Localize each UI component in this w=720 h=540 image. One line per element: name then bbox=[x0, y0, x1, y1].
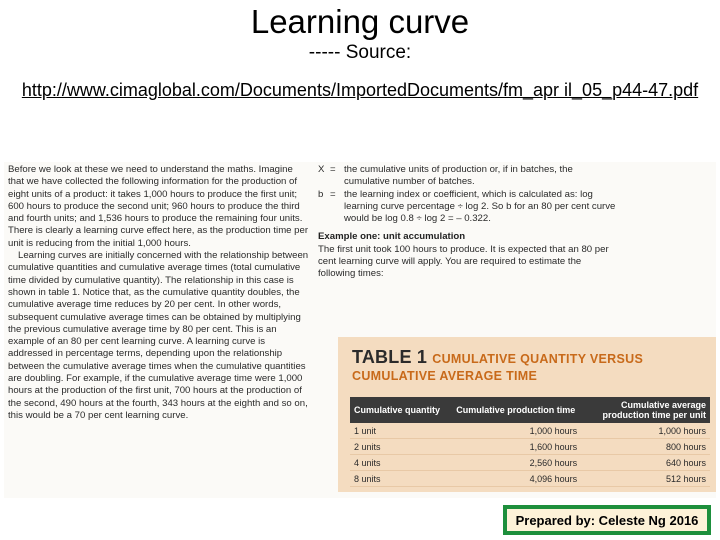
table-cell: 2,560 hours bbox=[452, 455, 581, 471]
table-cell: 512 hours bbox=[581, 471, 710, 487]
source-url-link[interactable]: http://www.cimaglobal.com/Documents/ImportedDocuments/fm_apr il_05_p44-47.pdf bbox=[21, 80, 699, 100]
definition-equals: = bbox=[330, 164, 336, 175]
slide-title: Learning curve bbox=[250, 3, 470, 40]
table-title-line1: CUMULATIVE QUANTITY VERSUS bbox=[432, 352, 644, 366]
column-header: Cumulative quantity bbox=[350, 397, 452, 423]
table-cell: 800 hours bbox=[581, 439, 710, 455]
document-excerpt bbox=[4, 162, 716, 498]
paragraph: Before we look at these we need to understand the maths. Imagine that we have collected the following information for the production of eight units of a product: it takes 1,000 hours to produce the first unit; 600 hours to produce the second unit; 960 hours to produce the third and fourth units; and 1,536 hours to produce the remaining four units. There is clearly a learning curve effect here, as the production time per unit is reducing from the initial 1,000 hours. bbox=[8, 164, 309, 249]
cumulative-table bbox=[350, 397, 710, 487]
table-cell: 4,096 hours bbox=[452, 471, 581, 487]
table-row bbox=[350, 471, 710, 487]
definition-x bbox=[318, 164, 618, 189]
column-header: Cumulative production time bbox=[452, 397, 581, 423]
credit-box bbox=[503, 505, 711, 535]
table-row bbox=[350, 455, 710, 471]
left-text-column bbox=[8, 164, 310, 422]
table-row bbox=[350, 439, 710, 455]
table-cell: 8 units bbox=[350, 471, 452, 487]
table-row bbox=[350, 423, 710, 439]
table-header-row bbox=[350, 397, 710, 423]
table-cell: 1,000 hours bbox=[452, 423, 581, 439]
table-cell: 1,600 hours bbox=[452, 439, 581, 455]
paragraph: Learning curves are initially concerned with the relationship between cumulative quantities and cumulative average times (total cumulative time divided by cumulative quantity). The relationship in this case is shown in table 1. Notice that, as the cumulative quantity doubles, the cumulative average time reduces by 20 per cent. In other words, subsequent cumulative average times can be obtained by multiplying the previous cumulative average time by 80 per cent. This is an example of an 80 per cent learning curve. A learning curve is addressed in percentage terms, depending upon the relationship between the cumulative average times when the cumulative quantities are doubling. For example, if the cumulative average time were 1,000 hours at the production of the first unit, 700 hours at the production of the second, 490 hours at the fourth, 343 hours at the eighth and so on, this would be a 70 per cent learning curve. bbox=[8, 250, 309, 421]
definition-symbol: X bbox=[318, 164, 325, 175]
table-title bbox=[352, 347, 643, 368]
definition-b bbox=[318, 189, 618, 226]
right-text-column bbox=[318, 164, 618, 281]
example-heading: Example one: unit accumulation bbox=[318, 231, 466, 243]
table-title-line2: CUMULATIVE AVERAGE TIME bbox=[352, 369, 538, 383]
definition-text: the cumulative units of production or, if in batches, the cumulative number of batches. bbox=[344, 164, 573, 188]
credit-text: Prepared by: Celeste Ng 2016 bbox=[507, 509, 707, 531]
table-cell: 4 units bbox=[350, 455, 452, 471]
table-cell: 1 unit bbox=[350, 423, 452, 439]
source-label: ----- Source: bbox=[308, 42, 412, 63]
definition-equals: = bbox=[330, 188, 336, 200]
table-cell: 2 units bbox=[350, 439, 452, 455]
table-cell: 640 hours bbox=[581, 455, 710, 471]
table-cell: 1,000 hours bbox=[581, 423, 710, 439]
definition-symbol: b bbox=[318, 188, 324, 200]
table-label: TABLE 1 bbox=[352, 347, 428, 367]
definition-text: the learning index or coefficient, which is calculated as: log learning curve percentage ÷ log 2. So b for an 80 per cent curve would be log 0.8 ÷ log 2 = – 0.322. bbox=[344, 188, 616, 225]
example-body: The first unit took 100 hours to produce. It is expected that an 80 per cent learning curve will apply. You are required to estimate the following times: bbox=[318, 243, 609, 280]
column-header: Cumulative average production time per unit bbox=[581, 397, 710, 423]
table-1-panel bbox=[338, 337, 716, 492]
